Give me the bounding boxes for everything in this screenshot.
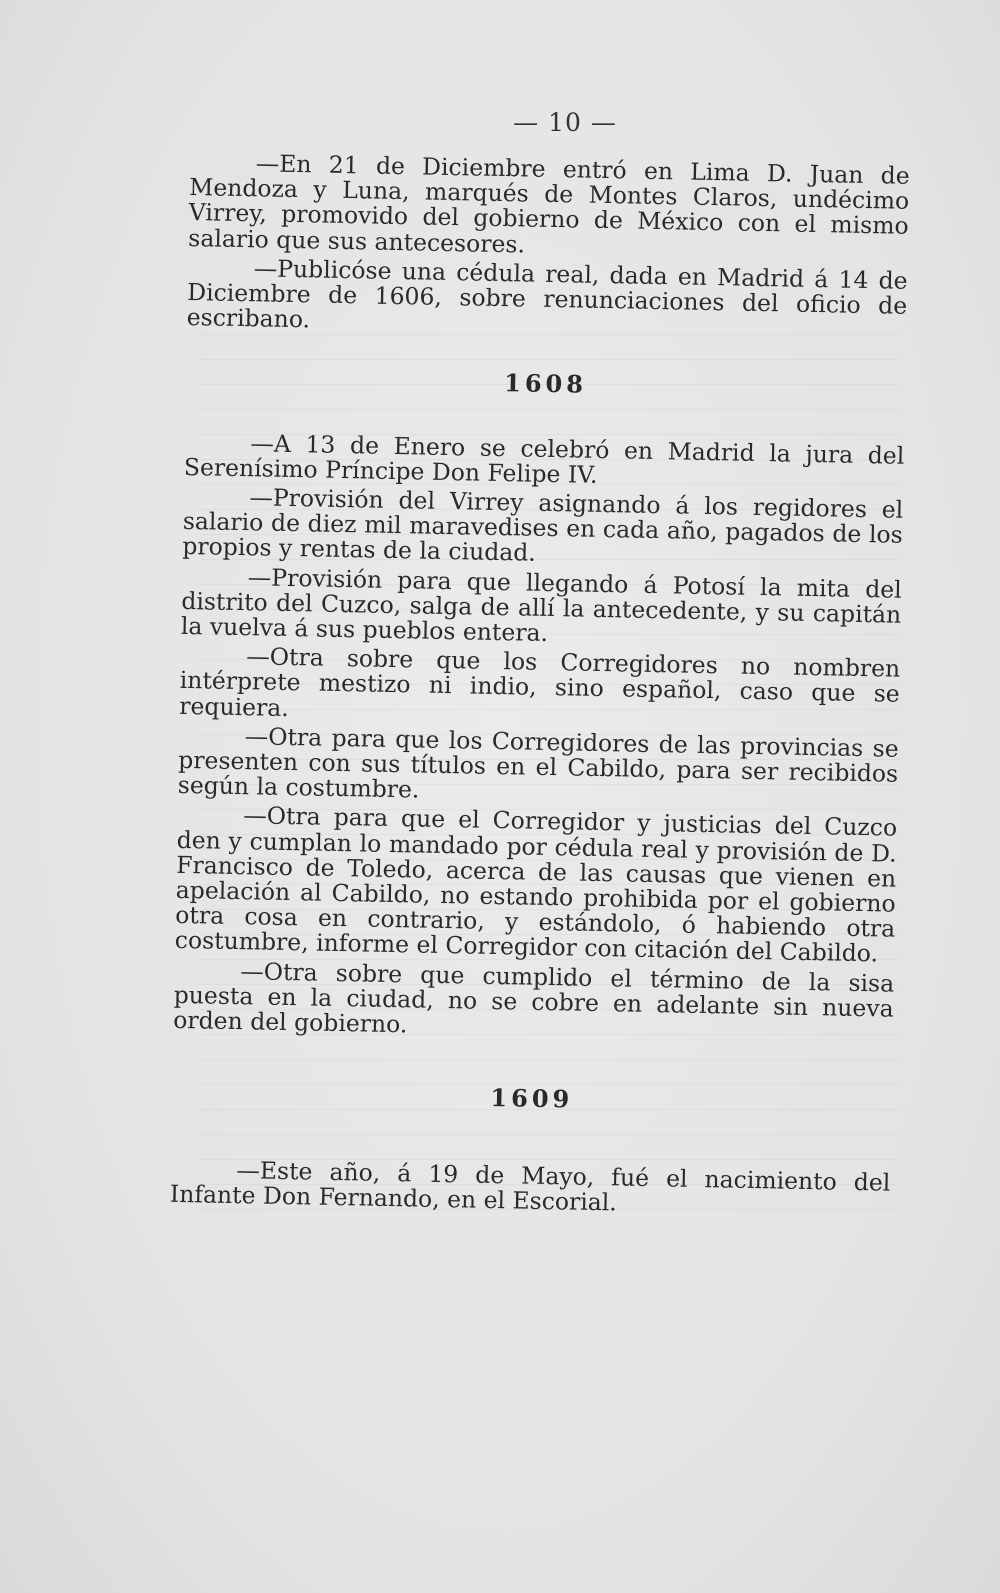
paragraph: —Otra para que los Corregidores de las provincias se presenten con sus títulos en el Cabildo, para ser recibidos según la costumbre. xyxy=(177,722,899,804)
paragraph: —Provisión para que llegando á Potosí la mita del distrito del Cuzco, salga de allí la antecedente, y su capitán la vuelva á sus pueblos entera. xyxy=(180,562,902,648)
paragraph: —En 21 de Diciembre entró en Lima D. Juan de Mendoza y Luna, marqués de Montes Claros, undécimo Virrey, promovido del gobierno de México con el mismo salario que sus antecesores. xyxy=(188,149,910,259)
paragraph: —Este año, á 19 de Mayo, fué el nacimiento del Infante Don Fernando, en el Escorial. xyxy=(169,1155,891,1217)
year-heading-1609: 1609 xyxy=(490,1083,574,1114)
paragraph: —Otra sobre que los Corregidores no nombren intérprete mestizo ni indio, sino español, caso que se requiera. xyxy=(179,642,901,722)
paragraph: —Provisión del Virrey asignando á los regidores el salario de diez mil maravedises en cada año, pagados de los propios y rentas de la ciudad. xyxy=(182,483,904,568)
page-number: — 10 — xyxy=(513,108,617,137)
paragraph: —A 13 de Enero se celebró en Madrid la jura del Serenísimo Príncipe Don Felipe IV. xyxy=(183,428,905,489)
body-text xyxy=(170,150,910,1225)
paragraph: —Otra para que el Corregidor y justicias del Cuzco den y cumplan lo mandado por cédula real y provisión de D. Francisco de Toledo, acerca de las causas que vienen en apelación al Cabildo, no estando prohibida por el gobierno otra cosa en contrario, y estándolo, ó habiendo otra costumbre, informe el Corregidor con citación del Cabildo. xyxy=(174,801,898,968)
paragraph: —Otra sobre que cumplido el término de la sisa puesta en la ciudad, no se cobre en adelante sin nueva orden del gobierno. xyxy=(173,956,895,1039)
paragraph: —Publicóse una cédula real, dada en Madrid á 14 de Diciembre de 1606, sobre renunciaciones del oficio de escribano. xyxy=(186,254,908,334)
year-heading-1608: 1608 xyxy=(503,368,588,400)
